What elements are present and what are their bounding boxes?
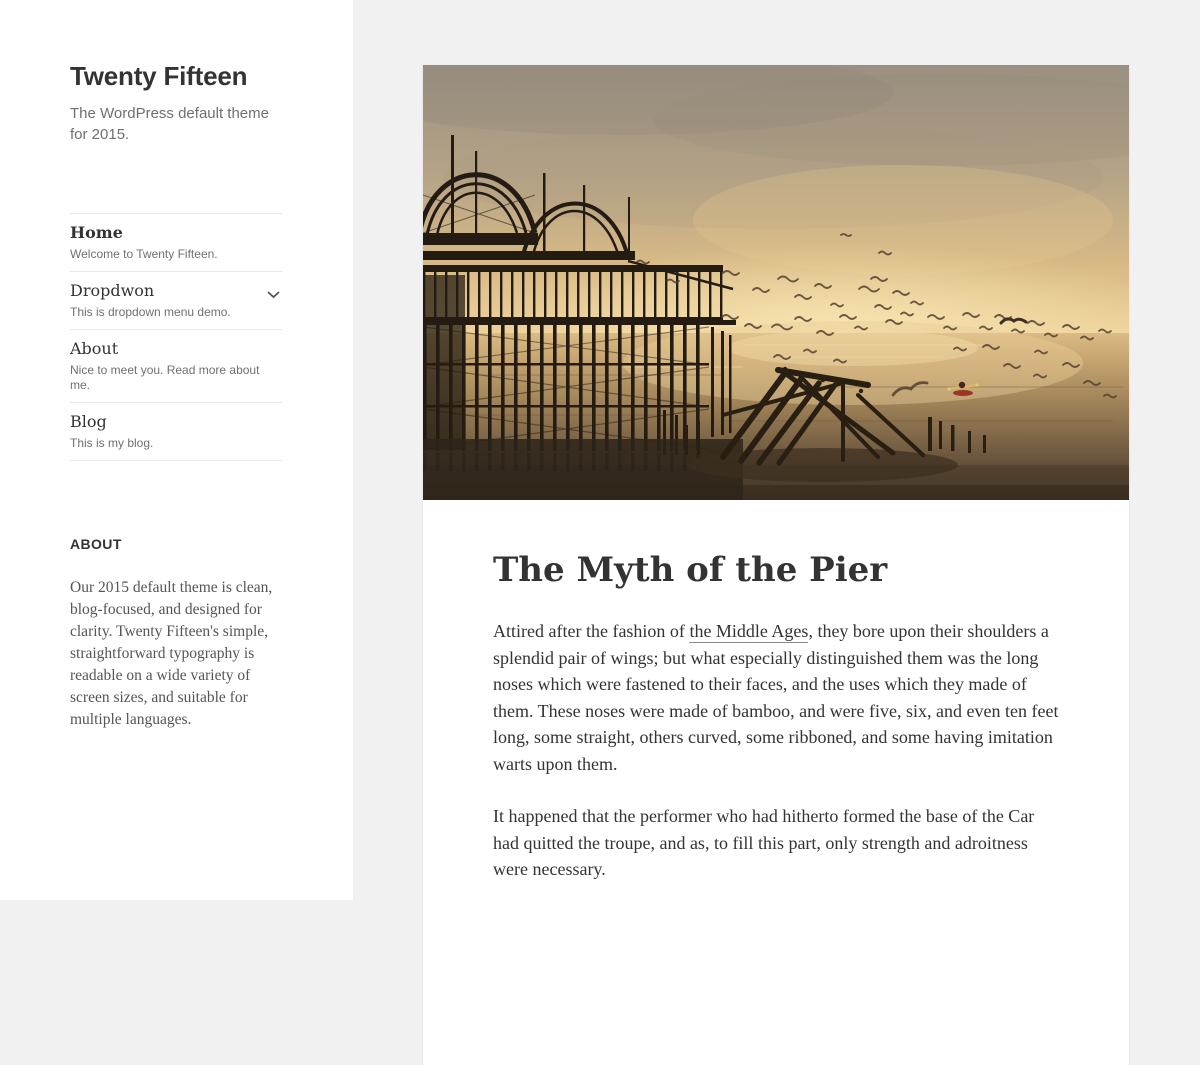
menu-desc-about: Nice to meet you. Read more about me. bbox=[70, 363, 260, 392]
entry-content bbox=[423, 500, 1129, 953]
primary-menu bbox=[70, 213, 282, 461]
menu-link-home[interactable]: Home bbox=[70, 223, 123, 242]
menu-link-about[interactable]: About bbox=[70, 339, 119, 358]
about-widget-text: Our 2015 default theme is clean, blog-focused, and designed for clarity. Twenty Fifteen's simple, straightforward typography is readable on a wide variety of screen sizes, and suitable for multiple languages. bbox=[70, 579, 273, 728]
post-paragraph-2: It happened that the performer who had hitherto formed the base of the Car had quitted the troupe, and as, to fill this part, only strength and adroitness were necessary. bbox=[493, 806, 1035, 880]
post-card bbox=[423, 65, 1129, 1065]
menu-desc-home: Welcome to Twenty Fifteen. bbox=[70, 247, 218, 261]
post-paragraph-1 bbox=[493, 618, 1059, 777]
paragraph-1-post: , they bore upon their shoulders a splendid pair of wings; but what especially distinguished them was the long noses which were fastened to their faces, and the uses which they made of them. These noses were made of bamboo, and were five, six, and even ten feet long, some straight, others curved, some ribboned, and some having imitation warts upon them. bbox=[493, 621, 1059, 774]
menu-item-home[interactable] bbox=[70, 213, 282, 271]
about-widget-title: ABOUT bbox=[70, 536, 122, 552]
menu-link-dropdown[interactable]: Dropdwon bbox=[70, 281, 155, 300]
post-title-link[interactable] bbox=[493, 551, 1059, 590]
sidebar bbox=[0, 0, 353, 900]
featured-image-pier-sunset bbox=[423, 65, 1129, 500]
content-area bbox=[353, 0, 1200, 900]
post-title[interactable]: The Myth of the Pier bbox=[493, 550, 888, 590]
about-widget bbox=[70, 536, 282, 731]
menu-item-dropdown[interactable] bbox=[70, 271, 282, 329]
menu-item-blog[interactable] bbox=[70, 402, 282, 461]
middle-ages-link[interactable]: the Middle Ages bbox=[689, 621, 809, 642]
menu-link-blog[interactable]: Blog bbox=[70, 412, 107, 431]
site-title[interactable]: Twenty Fifteen bbox=[70, 61, 248, 91]
chevron-down-icon bbox=[267, 291, 280, 299]
paragraph-1-pre: Attired after the fashion of bbox=[493, 621, 690, 642]
menu-desc-dropdown: This is dropdown menu demo. bbox=[70, 305, 231, 319]
menu-desc-blog: This is my blog. bbox=[70, 436, 154, 450]
site-description: The WordPress default theme for 2015. bbox=[70, 104, 269, 144]
dropdown-toggle-button[interactable] bbox=[260, 282, 286, 308]
menu-item-about[interactable] bbox=[70, 329, 282, 402]
